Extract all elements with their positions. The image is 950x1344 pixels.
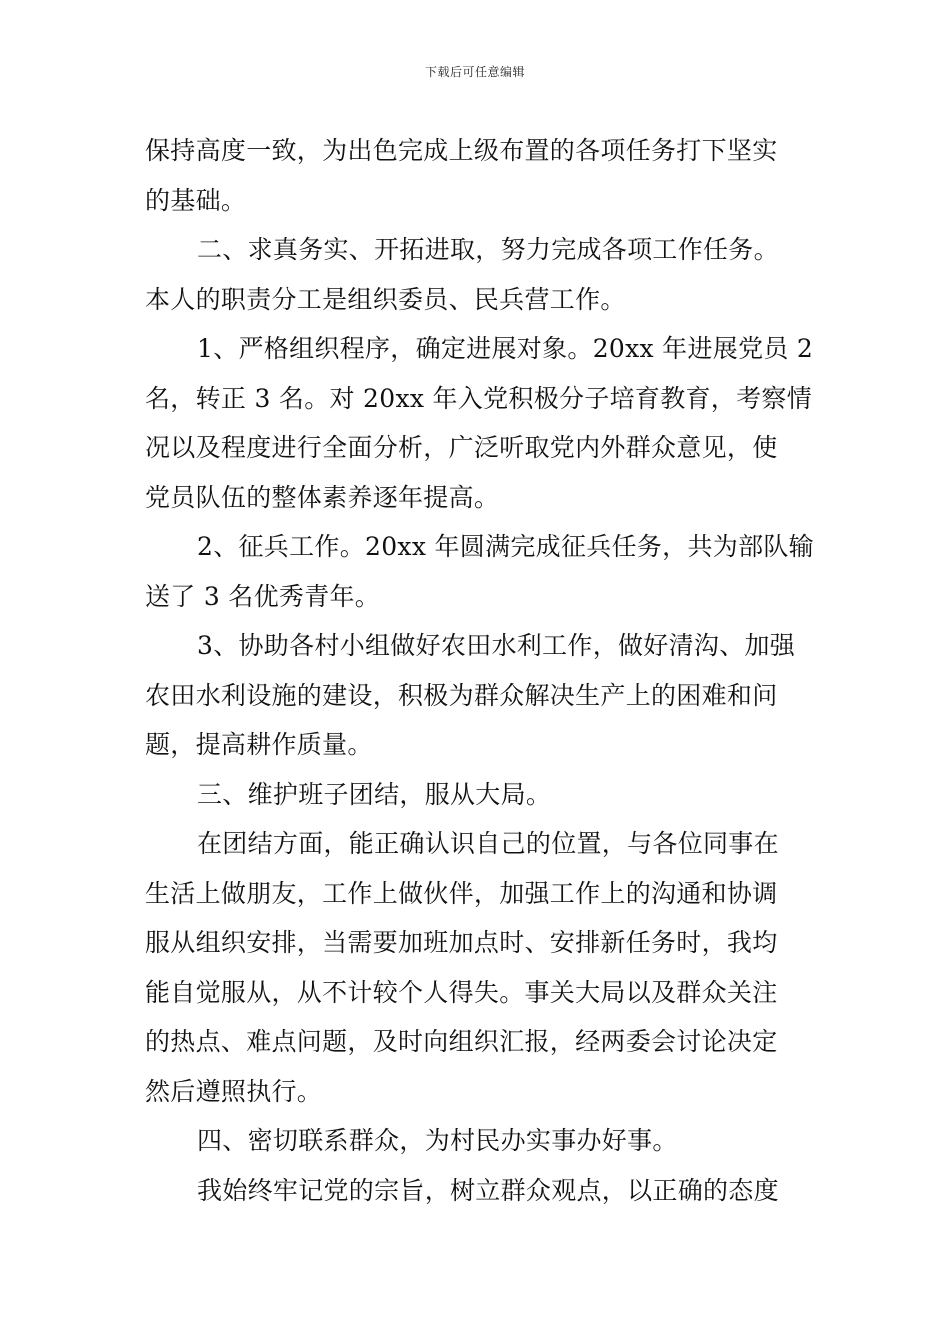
text-line: 生活上做朋友，工作上做伙伴，加强工作上的沟通和协调 <box>145 878 778 908</box>
text-line: 况以及程度进行全面分析，广泛听取党内外群众意见，使 <box>145 433 778 462</box>
text-line: 本人的职责分工是组织委员、民兵营工作。 <box>145 284 626 314</box>
text-line: 农田水利设施的建设，积极为群众解决生产上的困难和问 <box>145 680 778 710</box>
text-line: 然后遵照执行。 <box>145 1076 323 1106</box>
page-header-note: 下载后可任意编辑 <box>424 65 525 79</box>
text-line: 的热点、难点问题，及时向组织汇报，经两委会讨论决定 <box>145 1027 778 1056</box>
text-line: 名，转正 3 名。对 20xx 年入党积极分子培育教育，考察情 <box>145 383 813 413</box>
paragraph-start: 在团结方面，能正确认识自己的位置，与各位同事在 <box>197 829 779 858</box>
section-heading: 三、维护班子团结，服从大局。 <box>197 779 552 809</box>
section-heading: 二、求真务实、开拓进取，努力完成各项工作任务。 <box>197 235 779 264</box>
paragraph-start: 我始终牢记党的宗旨，树立群众观点，以正确的态度 <box>197 1175 779 1205</box>
text-line: 送了 3 名优秀青年。 <box>145 581 381 611</box>
text-line: 保持高度一致，为出色完成上级布置的各项任务打下坚实 <box>145 136 778 165</box>
document-body <box>145 126 814 1215</box>
text-line: 的基础。 <box>145 185 247 215</box>
text-line: 题，提高耕作质量。 <box>145 730 373 759</box>
text-line: 能自觉服从，从不计较个人得失。事关大局以及群众关注 <box>145 977 778 1007</box>
section-heading: 四、密切联系群众，为村民办实事办好事。 <box>197 1126 678 1155</box>
list-item: 3、协助各村小组做好农田水利工作，做好清沟、加强 <box>197 631 796 660</box>
list-item: 2、征兵工作。20xx 年圆满完成征兵任务，共为部队输 <box>197 532 814 561</box>
text-line: 服从组织安排，当需要加班加点时、安排新任务时，我均 <box>145 928 778 957</box>
text-line: 党员队伍的整体素养逐年提高。 <box>145 482 500 512</box>
list-item: 1、严格组织程序，确定进展对象。20xx 年进展党员 2 <box>197 334 814 363</box>
